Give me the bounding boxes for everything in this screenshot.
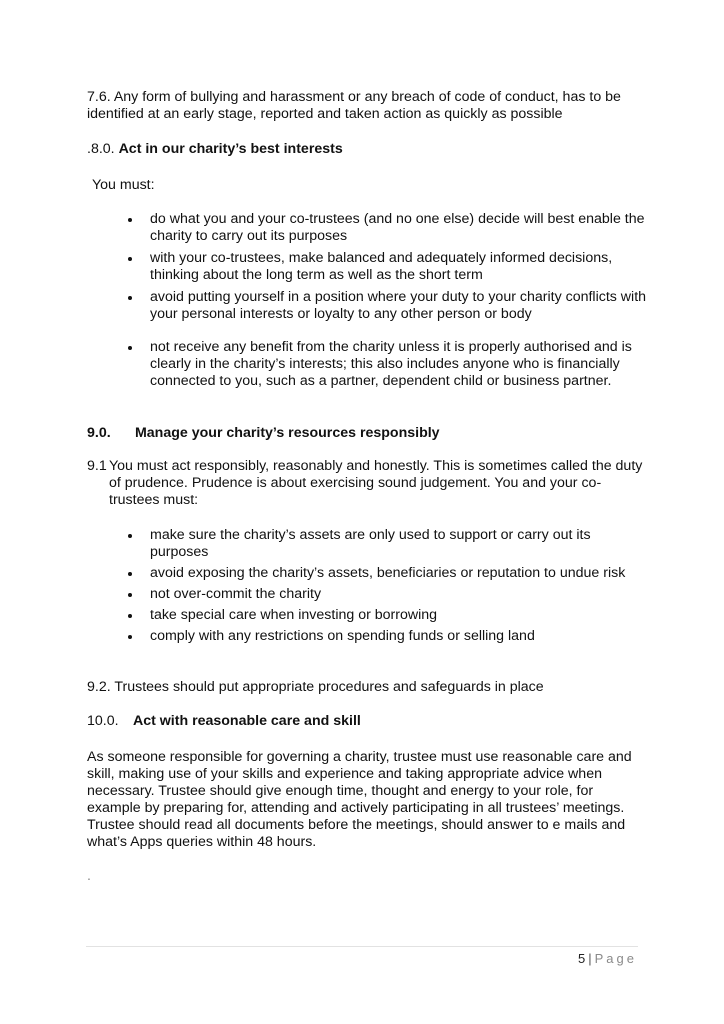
stray-mark-text: . bbox=[87, 868, 91, 884]
section-8-title: Act in our charity’s best interests bbox=[118, 141, 343, 157]
list-item bbox=[128, 628, 648, 645]
page-label: Page bbox=[594, 951, 637, 966]
page-number: 5 bbox=[578, 951, 587, 966]
section-10-heading bbox=[87, 713, 647, 730]
list-item bbox=[128, 565, 648, 582]
bullet-icon bbox=[128, 593, 132, 597]
list-item bbox=[128, 339, 648, 390]
bullet-text: with your co-trustees, make balanced and adequately informed decisions, thinking about the long term as well as the short term bbox=[150, 250, 613, 283]
bullet-text: do what you and your co-trustees (and no one else) decide will best enable the charity to carry out its purposes bbox=[150, 211, 645, 244]
bullet-text: take special care when investing or borrowing bbox=[150, 607, 438, 623]
bullet-text: avoid exposing the charity’s assets, beneficiaries or reputation to undue risk bbox=[150, 565, 626, 581]
section-9-number: 9.0. bbox=[87, 425, 111, 441]
bullet-icon bbox=[128, 296, 132, 300]
list-item bbox=[128, 607, 648, 624]
section-7-6 bbox=[87, 89, 647, 123]
section-9-1 bbox=[87, 458, 649, 509]
bullet-icon bbox=[128, 534, 132, 538]
section-8-intro bbox=[92, 177, 652, 194]
section-9-1-text: You must act responsibly, reasonably and honestly. This is sometimes called the duty of prudence. Prudence is about exercising sound judgement. You and your co-trustees must: bbox=[109, 458, 643, 508]
bullet-text: avoid putting yourself in a position where your duty to your charity conflicts with your personal interests or loyalty to any other person or body bbox=[150, 289, 647, 322]
footer-page-number bbox=[578, 950, 637, 967]
section-7-6-text: 7.6. Any form of bullying and harassment or any breach of code of conduct, has to be identified at an early stage, reported and taken action as quickly as possible bbox=[87, 89, 621, 122]
list-item bbox=[128, 211, 648, 245]
list-item bbox=[128, 289, 648, 323]
bullet-icon bbox=[128, 346, 132, 350]
bullet-text: not receive any benefit from the charity unless it is properly authorised and is clearly in the charity’s interests; this also includes anyone who is financially connected to you, such as a partner, dependent child or business partner. bbox=[150, 339, 632, 389]
bullet-icon bbox=[128, 614, 132, 618]
bullet-text: comply with any restrictions on spending funds or selling land bbox=[150, 628, 535, 644]
bullet-icon bbox=[128, 635, 132, 639]
bullet-text: make sure the charity’s assets are only used to support or carry out its purposes bbox=[150, 527, 591, 560]
section-8-heading bbox=[87, 141, 647, 158]
section-10-body bbox=[87, 749, 643, 851]
list-item bbox=[128, 586, 648, 603]
bullet-text: not over-commit the charity bbox=[150, 586, 322, 602]
bullet-icon bbox=[128, 572, 132, 576]
section-9-2 bbox=[87, 679, 647, 696]
section-10-body-text: As someone responsible for governing a charity, trustee must use reasonable care and skill, making use of your skills and experience and taking appropriate advice when necessary. Trustee should give enough time, thought and energy to your role, for example by preparing for, attending and actively participating in all trustees’ meetings. Trustee should read all documents before the meetings, should answer to e mails and what’s Apps queries within 48 hours. bbox=[87, 749, 632, 850]
bullet-icon bbox=[128, 218, 132, 222]
section-9-1-number: 9.1 bbox=[87, 458, 107, 474]
section-8-number: .8.0. bbox=[87, 141, 115, 157]
page-separator: | bbox=[588, 951, 593, 966]
section-9-bullet-list bbox=[128, 527, 648, 645]
section-8-bullet-list bbox=[128, 211, 648, 323]
footer-divider bbox=[86, 946, 638, 947]
section-9-heading bbox=[87, 425, 647, 442]
stray-mark bbox=[87, 868, 647, 885]
section-8-bullet-list-continued bbox=[128, 339, 648, 390]
bullet-icon bbox=[128, 257, 132, 261]
section-10-number: 10.0. bbox=[87, 713, 119, 729]
section-9-title: Manage your charity’s resources responsibly bbox=[134, 425, 440, 441]
list-item bbox=[128, 250, 648, 284]
section-10-title: Act with reasonable care and skill bbox=[132, 713, 361, 729]
list-item bbox=[128, 527, 648, 561]
section-9-2-text: 9.2. Trustees should put appropriate procedures and safeguards in place bbox=[87, 679, 544, 695]
section-8-intro-text: You must: bbox=[92, 177, 155, 193]
